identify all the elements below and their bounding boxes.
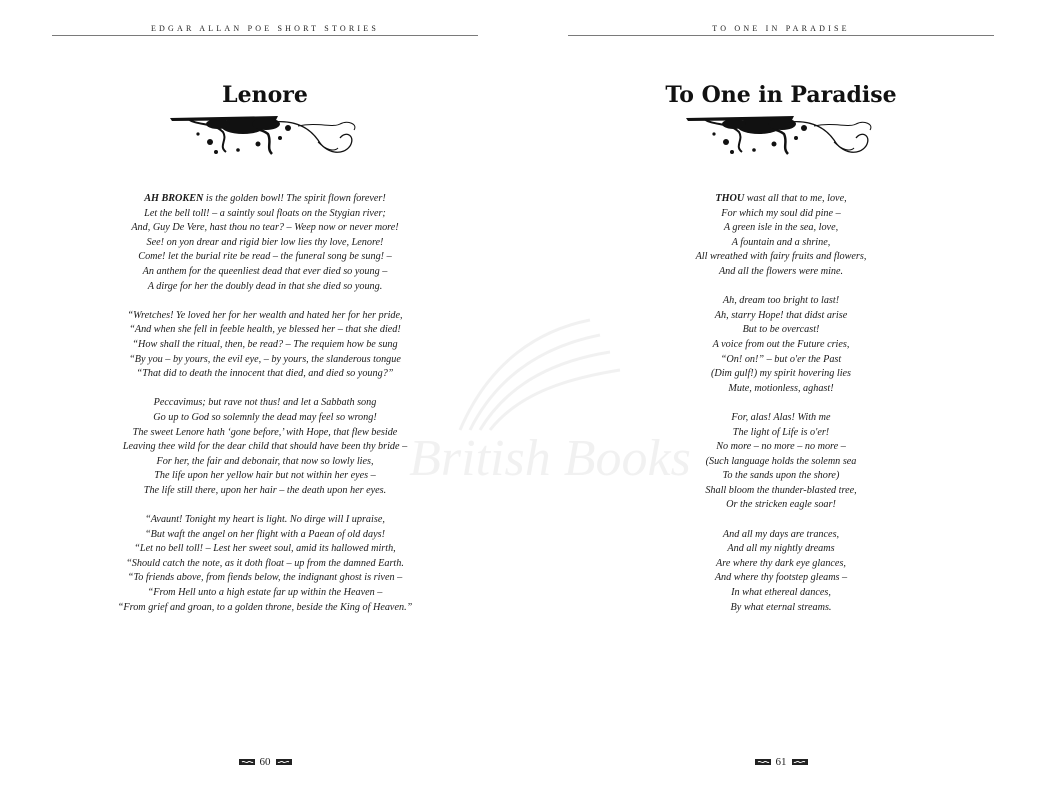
poem-line: Ah, dream too bright to last! [722,295,840,307]
opening-words: AH BROKEN [144,193,204,204]
right-page [523,0,1046,800]
poem-line: “That did to death the innocent that died, and died so young?” [136,368,394,380]
poem-line: And all the flowers were mine. [718,265,844,277]
ink-splatter-flourish-icon [684,112,884,162]
poem-line: “To friends above, from fiends below, the indignant ghost is riven – [127,572,403,584]
poem-line: Shall bloom the thunder-blasted tree, [705,484,857,496]
poem-line: Mute, motionless, aghast! [728,382,834,394]
poem-line: “Avaunt! Tonight my heart is light. No dirge will I upraise, [145,514,385,526]
poem-line: But to be overcast! [742,324,820,336]
poem-line: “But waft the angel on her flight with a Paean of old days! [145,528,385,540]
opening-words: THOU [715,193,745,204]
poem-line: A voice from out the Future cries, [712,338,850,350]
poem-line: For which my soul did pine – [721,207,841,219]
stanza [40,309,490,382]
poem-line: By what eternal streams. [730,601,832,613]
poem-line: And all my days are trances, [722,528,840,540]
stanza [40,513,490,615]
poem-line: No more – no more – no more – [716,441,846,453]
header-rule [568,35,994,36]
stanza [556,294,1006,396]
folio-flourish-icon [276,758,292,766]
poem-line: “Wretches! Ye loved her for her wealth and hated her for her pride, [127,309,403,321]
folio-flourish-icon [755,758,771,766]
poem-line: The light of Life is o'er! [732,426,830,438]
poem-line: And, Guy De Vere, hast thou no tear? – Weep now or never more! [131,222,399,234]
poem-line: To the sands upon the shore) [722,470,840,482]
poem-line: Or the stricken eagle soar! [726,499,836,511]
page-number: 61 [775,756,787,768]
poem-line: “And when she fell in feeble health, ye blessed her – that she died! [129,324,401,336]
poem-line: All wreathed with fairy fruits and flowers, [695,251,867,263]
poem-line: A green isle in the sea, love, [723,222,839,234]
stanza [556,192,1006,280]
poem-line: And all my nightly dreams [727,543,835,555]
page-footer [52,756,478,768]
watermark-text: British Books [409,430,691,487]
poem-line: Come! let the burial rite be read – the funeral song be sung! – [138,251,392,263]
poem-line: And where thy footstep gleams – [714,572,848,584]
poem-line: The life upon her yellow hair but not within her eyes – [154,470,376,482]
poem-line: “How shall the ritual, then, be read? – The requiem how be sung [132,338,398,350]
stanza [40,192,490,294]
stanza [556,411,1006,513]
poem-title: To One in Paradise [665,82,897,108]
poem-line: For, alas! Alas! With me [731,411,831,423]
poem-line: An anthem for the queenliest dead that ever died so young – [142,265,388,277]
poem-line: For her, the fair and debonair, that now so lowly lies, [156,455,374,467]
poem-line: In what ethereal dances, [731,587,831,599]
poem-line: (Such language holds the solemn sea [705,455,857,467]
poem-title: Lenore [222,82,308,108]
ink-splatter-flourish-icon [168,112,368,162]
folio-flourish-icon [792,758,808,766]
poem-line: Go up to God so solemnly the dead may feel so wrong! [153,411,377,423]
header-rule [52,35,478,36]
poem-line: A fountain and a shrine, [731,236,831,248]
poem-body [556,192,1006,630]
stanza [556,528,1006,616]
poem-line: “Let no bell toll! – Lest her sweet soul, amid its hallowed mirth, [134,543,396,555]
poem-line: Ah, starry Hope! that didst arise [714,309,848,321]
poem-line: AH BROKEN is the golden bowl! The spirit flown forever! [144,193,386,204]
poem-line: Peccavimus; but rave not thus! and let a Sabbath song [153,397,377,409]
poem-line: (Dim gulf!) my spirit hovering lies [710,368,852,380]
poem-line: Let the bell toll! – a saintly soul floats on the Stygian river; [144,207,386,219]
folio-flourish-icon [239,758,255,766]
running-head: EDGAR ALLAN POE SHORT STORIES [150,24,380,33]
poem-line: See! on yon drear and rigid bier low lies thy love, Lenore! [146,236,384,248]
poem-line: A dirge for her the doubly dead in that she died so young. [147,280,383,292]
poem-body [40,192,490,630]
poem-line: “Should catch the note, as it doth float – up from the damned Earth. [126,557,404,569]
poem-line: “From Hell unto a high estate far up within the Heaven – [147,587,383,599]
poem-line: Are where thy dark eye glances, [716,557,846,569]
poem-line: “From grief and groan, to a golden throne, beside the King of Heaven.” [117,601,413,613]
poem-line: “On! on!” – but o'er the Past [720,353,842,365]
running-head: TO ONE IN PARADISE [712,24,850,33]
poem-line: “By you – by yours, the evil eye, – by yours, the slanderous tongue [129,353,401,365]
poem-line: Leaving thee wild for the dear child that should have been thy bride – [122,441,408,453]
stanza [40,396,490,498]
page-number: 60 [259,756,271,768]
poem-line: The life still there, upon her hair – the death upon her eyes. [143,484,387,496]
poem-line: The sweet Lenore hath ‘gone before,’ with Hope, that flew beside [132,426,398,438]
page-footer [568,756,994,768]
poem-line: THOU wast all that to me, love, [715,193,847,204]
